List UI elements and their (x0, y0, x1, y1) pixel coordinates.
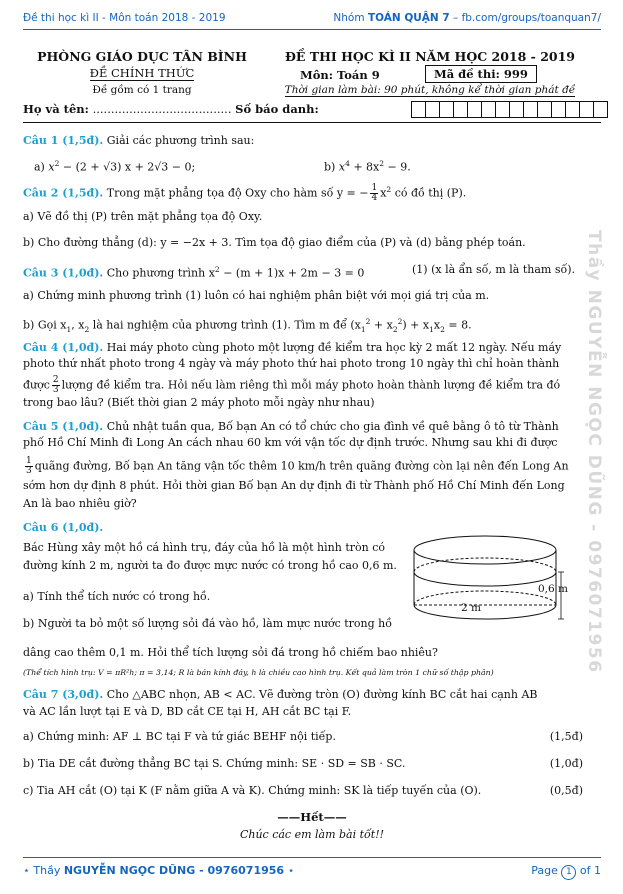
q3-exp: 2 (214, 265, 220, 274)
q6-note: (Thể tích hình trụ: V = πR²h; π = 3,14; R là bán kính đáy, h là chiều cao hình trụ. Kết quả làm tròn 1 chữ số thập phân) (23, 668, 494, 677)
official-text: ĐỀ CHÍNH THỨC (89, 66, 195, 80)
exam-time (262, 84, 598, 96)
name-label: Họ và tên: (23, 102, 89, 116)
id-box (509, 101, 524, 118)
footer-author (23, 864, 294, 877)
q1-text: Giải các phương trình sau: (106, 134, 255, 147)
q6-b-1: b) Người ta bỏ một số lượng sỏi đá vào hồ, làm mực nước trong hồ (23, 617, 392, 630)
q4-frac (52, 376, 60, 395)
q5-l1: Chủ nhật tuần qua, Bố bạn An có tổ chức cho gia đình về quê bằng ô tô từ Thành (106, 420, 559, 433)
id-boxes (411, 101, 607, 118)
id-box (495, 101, 510, 118)
diameter-label: 2 m (461, 602, 481, 614)
end-wish: Chúc các em làm bài tốt!! (239, 828, 385, 841)
q3-b-7: = 8. (444, 318, 472, 332)
q7-b-points: (1,0đ) (549, 757, 583, 770)
exam-code: Mã đề thi: 999 (425, 65, 537, 83)
heading-rule (23, 122, 601, 123)
q2-text-3: có đồ thị (P). (391, 186, 467, 200)
q1-b-eq-end: − 9. (384, 160, 411, 174)
q2-head: Câu 2 (1,5đ). (23, 186, 104, 200)
q2-frac-den: 4 (371, 193, 378, 204)
q1-b-exp4: 4 (345, 159, 350, 168)
exam-title: ĐỀ THI HỌC KÌ II NĂM HỌC 2018 - 2019 (284, 49, 575, 64)
q3-b-sup1: 2 (365, 317, 371, 326)
q4-line-4: trong bao lâu? (Biết thời gian 2 máy photo mỗi ngày như nhau) (23, 396, 375, 409)
id-box (453, 101, 468, 118)
footer-prefix: ⋆ Thầy (23, 864, 61, 877)
cylinder-bottom-back (414, 591, 556, 605)
q1-a-eq: x (48, 160, 55, 174)
q2-line (23, 183, 583, 203)
q1-b (324, 157, 524, 175)
q2-text-1: Trong mặt phẳng tọa độ Oxy cho hàm số y = − (106, 186, 369, 200)
q5-line-5: An là bao nhiêu giờ? (23, 497, 137, 510)
q5-line-1 (23, 420, 583, 434)
q4-head: Câu 4 (1,0đ). (23, 341, 104, 354)
exam-subject: Môn: Toán 9 (300, 68, 380, 82)
q4-l1: Hai máy photo cùng photo một lượng đề kiểm tra học kỳ 2 mất 12 ngày. Nếu máy (106, 341, 562, 354)
q4-l3-b: lượng đề kiểm tra. Hỏi nếu làm riêng thì mỗi máy photo hoàn thành lượng đề kiểm tra đó (61, 378, 561, 392)
page-count: Đề gồm có 1 trang (92, 84, 192, 96)
q2-exp: 2 (386, 185, 392, 194)
id-box (579, 101, 594, 118)
q4-line-3 (23, 376, 583, 395)
official-label (28, 66, 256, 80)
q6-line-1: Bác Hùng xây một hồ cá hình trụ, đáy của hồ là một hình tròn có (23, 541, 385, 554)
q7-line-2: và AC lần lượt tại E và D, BD cắt CE tại H, AH cắt BC tại F. (23, 705, 352, 718)
header-group-name: TOÁN QUẬN 7 (367, 12, 450, 24)
cylinder-bottom-front (414, 605, 556, 619)
q5-line-2: phố Hồ Chí Minh đi Long An cách nhau 60 km với vận tốc dự định trước. Nhưng sau khi đi được (23, 436, 558, 449)
id-box (425, 101, 440, 118)
q3-b-4: + x (370, 318, 393, 332)
q3-text-1: Cho phương trình x (106, 266, 215, 280)
q3-b-sub1: 1 (66, 324, 72, 334)
name-row (23, 102, 319, 116)
q3-b-sub4: 2 (392, 324, 398, 334)
q1-b-eq: x (338, 160, 346, 174)
q6-a: a) Tính thể tích nước có trong hồ. (23, 590, 211, 603)
q6-b-2: dâng cao thêm 0,1 m. Hỏi thể tích lượng sỏi đá trong hồ chiếm bao nhiêu? (23, 646, 438, 659)
q2-frac (370, 184, 378, 203)
q7-c: c) Tia AH cắt (O) tại K (F nằm giữa A và K). Chứng minh: SK là tiếp tuyến của (O). (23, 784, 482, 797)
q5-line-3 (23, 457, 583, 476)
q7-a: a) Chứng minh: AF ⊥ BC tại F và tứ giác BEHF nội tiếp. (23, 730, 336, 743)
q1-line (23, 134, 583, 148)
footer-divider (23, 857, 601, 858)
q3-note: (1) (x là ẩn số, m là tham số). (412, 263, 575, 276)
id-box (523, 101, 538, 118)
q4-line-2: photo thứ nhất photo trong 4 ngày và máy photo thứ hai photo trong 10 ngày thì chỉ hoàn thành (23, 357, 560, 370)
q7-l1: Cho △ABC nhọn, AB < AC. Vẽ đường tròn (O) đường kính BC cắt hai cạnh AB (106, 688, 538, 701)
q1-b-eq-mid: + 8x (349, 160, 380, 174)
q5-line-4: sớm hơn dự định 8 phút. Hỏi thời gian Bố bạn An dự định đi từ Thành phố Hồ Chí Minh đến Long (23, 479, 565, 492)
q4-frac-den: 3 (52, 385, 59, 395)
q1-b-exp2: 2 (379, 159, 385, 168)
exam-time-text: Thời gian làm bài: 90 phút, không kể thời gian phát đề (284, 84, 576, 96)
q3-b-6: x (433, 318, 441, 332)
id-box (593, 101, 608, 118)
id-box (537, 101, 552, 118)
q6-head-text: Câu 6 (1,0đ). (23, 521, 104, 534)
q4-line-1 (23, 341, 583, 355)
q7-line-1 (23, 688, 583, 702)
school-name: PHÒNG GIÁO DỤC TÂN BÌNH (37, 49, 247, 64)
header-group-link[interactable] (333, 12, 601, 24)
q5-frac-den: 3 (26, 466, 32, 476)
q1-b-label: b) (324, 160, 336, 174)
id-box (481, 101, 496, 118)
q3-b-sub5: 1 (429, 324, 434, 334)
q2-b: b) Cho đường thẳng (d): y = −2x + 3. Tìm tọa độ giao điểm của (P) và (d) bằng phép toán. (23, 236, 526, 249)
q3-b-1: b) Gọi x (23, 318, 67, 332)
footer-page (531, 864, 601, 880)
id-box (467, 101, 482, 118)
watermark: Thầy NGUYỄN NGỌC DŨNG - 0976071956 (584, 230, 604, 674)
name-dots: ...................................... (92, 102, 232, 116)
q5-frac-num: 1 (26, 456, 32, 466)
id-box (565, 101, 580, 118)
height-label: 0,6 m (538, 583, 568, 595)
q4-frac-num: 2 (52, 375, 59, 385)
footer-page-total: of 1 (579, 864, 601, 877)
q3-b-sup2: 2 (397, 317, 403, 326)
header-title: Đề thi học kì II - Môn toán 2018 - 2019 (23, 12, 226, 24)
end-mark: ——Hết—— (277, 810, 347, 824)
q1-a-exp: 2 (54, 159, 60, 168)
q2-text-2: x (380, 186, 387, 200)
q3-text-2: − (m + 1)x + 2m − 3 = 0 (219, 266, 365, 280)
q7-c-points: (0,5đ) (549, 784, 583, 797)
q3-b-2: , x (71, 318, 85, 332)
q3-b-sub2: 2 (84, 324, 90, 334)
q2-a: a) Vẽ đồ thị (P) trên mặt phẳng tọa độ Oxy. (23, 210, 263, 223)
q3-a: a) Chứng minh phương trình (1) luôn có hai nghiệm phân biệt với mọi giá trị của m. (23, 289, 490, 302)
id-box (551, 101, 566, 118)
header-group-url: – fb.com/groups/toanquan7/ (452, 12, 601, 24)
cylinder-figure (405, 530, 585, 635)
q6-line-2: đường kính 2 m, người ta đo được mực nước có trong hồ cao 0,6 m. (23, 559, 397, 572)
id-label: Số báo danh: (235, 102, 319, 116)
footer-page-label: Page (531, 864, 558, 877)
q7-head: Câu 7 (3,0đ). (23, 688, 104, 701)
q1-head: Câu 1 (1,5đ). (23, 134, 104, 147)
q3-b-sub3: 1 (360, 324, 366, 334)
q3-head: Câu 3 (1,0đ). (23, 266, 104, 280)
q7-a-points: (1,5đ) (549, 730, 583, 743)
footer-suffix: ⋆ (287, 864, 295, 877)
q7-b: b) Tia DE cắt đường thẳng BC tại S. Chứng minh: SE · SD = SB · SC. (23, 757, 406, 770)
q3-b-sub6: 2 (440, 324, 445, 334)
q3-b-5: ) + x (402, 318, 430, 332)
q3-b-3: là hai nghiệm của phương trình (1). Tìm m để (x (89, 318, 361, 332)
cylinder-top-ellipse (414, 536, 556, 564)
header-divider (23, 29, 601, 30)
id-box (439, 101, 454, 118)
q5-frac (25, 457, 33, 476)
q5-head: Câu 5 (1,0đ). (23, 420, 104, 433)
q1-a-label: a) (34, 160, 45, 174)
q5-l3: quãng đường, Bố bạn An tăng vận tốc thêm 10 km/h trên quãng đường còn lại nên đến Long An (34, 459, 569, 473)
header-group-prefix: Nhóm (333, 12, 365, 24)
id-box (411, 101, 426, 118)
footer-name: NGUYỄN NGỌC DŨNG - 0976071956 (63, 864, 285, 877)
footer-page-number[interactable]: 1 (561, 865, 576, 880)
q4-l3-a: được (23, 378, 50, 392)
q3-b (23, 315, 583, 337)
water-level-front (414, 572, 556, 586)
q1-a-eq-rest: − (2 + √3) x + 2√3 − 0; (59, 160, 196, 174)
q2-frac-num: 1 (371, 183, 378, 194)
